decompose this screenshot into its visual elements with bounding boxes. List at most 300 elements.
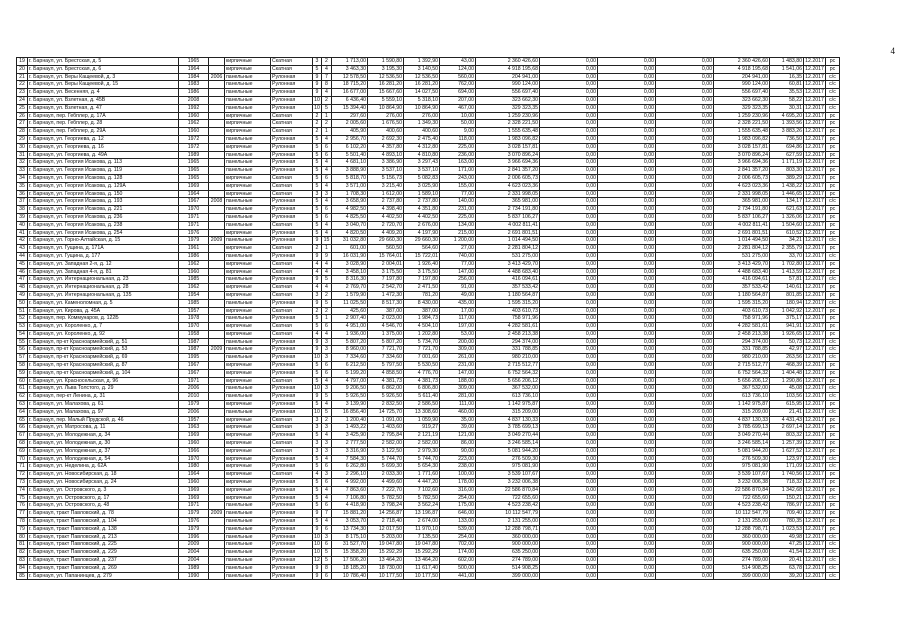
table-cell: 3: [313, 58, 322, 66]
table-cell: 762,00: [440, 81, 476, 89]
table-cell: [209, 135, 225, 143]
table-cell: 10 786,40: [332, 572, 368, 580]
table-cell: 3: [322, 471, 332, 479]
table-cell: рс: [826, 260, 840, 268]
table-cell: 0,00: [656, 471, 714, 479]
table-cell: 6 212,50: [332, 362, 368, 370]
table-cell: г. Барнаул, ул. Красносельская, д. 96: [28, 377, 179, 385]
table-cell: 7 721,70: [368, 346, 404, 354]
table-cell: 6: [322, 479, 332, 487]
table-cell: 2 777,50: [332, 440, 368, 448]
table-cell: 1 702,80: [770, 260, 804, 268]
table-cell: 0,00: [540, 65, 598, 73]
table-cell: 1 595 315,20: [476, 299, 540, 307]
table-cell: 4 197,90: [404, 229, 440, 237]
table-cell: 51: [17, 307, 28, 315]
table-cell: 0,00: [656, 291, 714, 299]
table-cell: 0,00: [656, 315, 714, 323]
table-cell: 1972: [179, 135, 209, 143]
table-cell: 5 530,50: [404, 362, 440, 370]
table-cell: 3 070 896,24: [476, 151, 540, 159]
table-cell: 4 381,73: [368, 377, 404, 385]
table-cell: 0,00: [540, 182, 598, 190]
table-cell: рс: [826, 65, 840, 73]
table-cell: 30,31: [770, 104, 804, 112]
table-cell: 0,00: [656, 572, 714, 580]
table-cell: 0,00: [540, 385, 598, 393]
table-row: [17, 533, 840, 541]
table-cell: 30: [17, 143, 28, 151]
table-row: [17, 486, 840, 494]
table-cell: 34: [17, 174, 28, 182]
table-cell: 1 259 230,96: [714, 112, 770, 120]
table-cell: 12.2017: [805, 377, 824, 384]
table-cell: 5 203,00: [368, 533, 404, 541]
table-cell: 231,00: [440, 206, 476, 214]
table-cell: 2 841 357,20: [714, 167, 770, 175]
table-cell: 1960: [179, 268, 209, 276]
table-cell: 2 331 998,05: [714, 190, 770, 198]
table-cell: 12.2017: [805, 245, 824, 252]
table-cell: 0,00: [656, 89, 714, 97]
table-cell: г. Барнаул, тракт Павловский, д. 225: [28, 541, 179, 549]
table-cell: 67: [17, 432, 28, 440]
table-cell: 1 257,39: [770, 440, 804, 448]
table-cell: 12.2017: [805, 213, 824, 220]
table-cell: 0,00: [540, 471, 598, 479]
table-cell: 3 386,90: [368, 159, 404, 167]
table-cell: 74: [17, 486, 28, 494]
table-cell: 3 140,50: [404, 65, 440, 73]
table-cell: 4: [322, 167, 332, 175]
table-cell: панельные: [225, 385, 271, 393]
table-cell: рс: [826, 479, 840, 487]
table-row: [17, 198, 840, 206]
table-cell: 6 262,80: [332, 463, 368, 471]
table-cell: 1987: [179, 338, 209, 346]
table-cell: 225,00: [440, 143, 476, 151]
table-cell: 274 789,00: [476, 557, 540, 565]
table-cell: 1 555 635,48: [714, 128, 770, 136]
table-cell: 0,00: [598, 96, 656, 104]
table-cell: 0,00: [656, 252, 714, 260]
table-cell: Рулонная: [271, 206, 313, 214]
table-cell: 4: [322, 268, 332, 276]
table-cell: панельные: [225, 206, 271, 214]
table-cell: г. Барнаул, ул. Молодежная, д. 30: [28, 440, 179, 448]
table-cell: 4 402,50: [368, 213, 404, 221]
table-cell: Скатная: [271, 377, 313, 385]
table-cell: 4: [322, 432, 332, 440]
table-cell: панельные: [225, 81, 271, 89]
table-cell: панельные: [225, 518, 271, 526]
table-cell: 12.2017: [805, 369, 824, 376]
table-cell: 0,00: [598, 307, 656, 315]
table-row: [17, 447, 840, 455]
table-cell: г. Барнаул, ул. Интернациональная, д. 135: [28, 291, 179, 299]
table-cell: 8 960,00: [332, 346, 368, 354]
table-cell: рс: [826, 330, 840, 338]
table-cell: рс: [826, 268, 840, 276]
table-cell: 12.2017: [805, 291, 824, 298]
table-cell: [209, 159, 225, 167]
table-cell: панельные: [225, 89, 271, 97]
table-cell: Рулонная: [271, 167, 313, 175]
table-cell: 1969: [179, 494, 209, 502]
table-cell: 238,00: [440, 463, 476, 471]
table-cell: 12.2017: [805, 81, 824, 88]
table-cell: 323 662,30: [476, 96, 540, 104]
table-cell: 0,00: [656, 541, 714, 549]
table-cell: 367 532,00: [714, 385, 770, 393]
table-cell: г. Барнаул, пр-кт Красноармейский, д. 51: [28, 338, 179, 346]
table-cell: 8: [322, 81, 332, 89]
table-cell: кирпичные: [225, 424, 271, 432]
table-cell: 2: [322, 307, 332, 315]
table-cell: 4: [322, 284, 332, 292]
table-cell: г. Барнаул, ул. Гущина, д. 177: [28, 252, 179, 260]
table-cell: 0,00: [598, 159, 656, 167]
table-cell: 1976: [179, 229, 209, 237]
table-row: [17, 362, 840, 370]
table-cell: 2008: [209, 198, 225, 206]
table-cell: 5: [313, 377, 322, 385]
table-cell: 0,00: [656, 174, 714, 182]
table-cell: 3 139,90: [332, 401, 368, 409]
table-cell: 0,00: [598, 206, 656, 214]
table-cell: панельные: [225, 572, 271, 580]
table-cell: 134,17: [770, 198, 804, 206]
table-row: [17, 549, 840, 557]
table-cell: кирпичные: [225, 471, 271, 479]
table-cell: 0,00: [540, 299, 598, 307]
table-cell: [209, 564, 225, 572]
table-cell: 5: [322, 393, 332, 401]
table-cell: 367 532,00: [476, 385, 540, 393]
table-cell: [209, 494, 225, 502]
table-cell: 615,95: [770, 401, 804, 409]
table-cell: Скатная: [271, 284, 313, 292]
table-cell: 0,00: [598, 260, 656, 268]
table-row: [17, 73, 840, 81]
table-row: [17, 330, 840, 338]
table-cell: 610,52: [770, 229, 804, 237]
table-cell: 0,00: [656, 198, 714, 206]
table-cell: 2004: [179, 549, 209, 557]
table-cell: рс: [826, 245, 840, 253]
table-cell: рс: [826, 369, 840, 377]
table-row: [17, 159, 840, 167]
table-cell: 1995: [179, 354, 209, 362]
table-cell: 6 806,80: [404, 385, 440, 393]
table-cell: 3: [313, 447, 322, 455]
table-cell: [209, 401, 225, 409]
table-cell: г. Барнаул, пр-кт Красноармейский, д. 69: [28, 354, 179, 362]
table-cell: 5: [313, 494, 322, 502]
table-row: [17, 338, 840, 346]
table-cell: 5 656 206,12: [714, 377, 770, 385]
table-cell: г. Барнаул, ул. Гущина, д. 171А: [28, 245, 179, 253]
table-cell: 15 722,01: [404, 252, 440, 260]
table-cell: с/с: [826, 354, 840, 362]
table-cell: 0,00: [598, 502, 656, 510]
table-cell: Рулонная: [271, 494, 313, 502]
table-cell: 11 970,10: [404, 525, 440, 533]
table-cell: 6: [322, 206, 332, 214]
table-cell: 399 000,00: [714, 572, 770, 580]
table-cell: 0,00: [598, 362, 656, 370]
table-cell: 16 677,00: [332, 89, 368, 97]
table-cell: 5: [313, 432, 322, 440]
table-cell: кирпичные: [225, 268, 271, 276]
table-cell: 990 124,00: [476, 81, 540, 89]
table-cell: 0,00: [656, 190, 714, 198]
table-cell: 1957: [179, 416, 209, 424]
table-cell: 163,00: [440, 159, 476, 167]
table-cell: 5: [313, 167, 322, 175]
table-cell: 204 941,00: [476, 73, 540, 81]
table-cell: г. Барнаул, ул. Георгия Исакова, д. 113: [28, 159, 179, 167]
table-cell: 2 360 426,60: [714, 58, 770, 66]
table-cell: 12.2017: [805, 385, 824, 392]
table-row: [17, 455, 840, 463]
table-cell: 4: [322, 182, 332, 190]
table-cell: 10: [314, 533, 320, 540]
table-cell: 5: [313, 182, 322, 190]
table-cell: 0,00: [598, 354, 656, 362]
table-cell: кирпичные: [225, 245, 271, 253]
table-cell: 403 610,73: [714, 307, 770, 315]
table-cell: 19: [17, 58, 28, 66]
table-cell: 10: [314, 104, 320, 111]
table-row: [17, 96, 840, 104]
table-cell: 9: [313, 564, 322, 572]
table-cell: 3: [313, 416, 322, 424]
table-cell: 5 926,50: [332, 393, 368, 401]
table-cell: 801,85: [770, 291, 804, 299]
table-cell: 1 504,60: [770, 221, 804, 229]
table-cell: 3: [322, 440, 332, 448]
table-cell: 1958: [179, 330, 209, 338]
table-cell: панельные: [225, 135, 271, 143]
table-cell: 0,00: [598, 346, 656, 354]
table-cell: 254,00: [440, 533, 476, 541]
table-cell: 133,00: [440, 518, 476, 526]
table-cell: 28: [17, 128, 28, 136]
table-cell: с/с: [826, 541, 840, 549]
table-cell: рс: [826, 229, 840, 237]
table-cell: 2 692,30: [368, 135, 404, 143]
table-cell: кирпичные: [225, 362, 271, 370]
table-cell: [209, 206, 225, 214]
table-row: [17, 510, 840, 518]
table-cell: 0,00: [598, 143, 656, 151]
table-cell: 1986: [179, 252, 209, 260]
table-cell: с/с: [826, 252, 840, 260]
table-cell: 3 537,10: [368, 167, 404, 175]
table-cell: 5: [322, 557, 332, 565]
table-cell: 360 000,00: [476, 533, 540, 541]
table-cell: 2: [313, 307, 322, 315]
table-cell: 3 458,10: [332, 268, 368, 276]
table-cell: [209, 338, 225, 346]
table-cell: 82: [17, 549, 28, 557]
table-cell: 0,00: [656, 58, 714, 66]
table-cell: Рулонная: [271, 135, 313, 143]
table-cell: кирпичные: [225, 291, 271, 299]
table-cell: г. Барнаул, тракт Павловский, д. 213: [28, 533, 179, 541]
table-cell: 1 290,86: [770, 377, 804, 385]
table-cell: 0,00: [540, 424, 598, 432]
table-cell: 0,00: [656, 338, 714, 346]
table-cell: 0,00: [598, 237, 656, 245]
table-cell: 1 936,00: [332, 330, 368, 338]
table-cell: Рулонная: [271, 393, 313, 401]
table-cell: 1 180 564,87: [476, 291, 540, 299]
table-cell: 6: [322, 174, 332, 182]
table-cell: Рулонная: [271, 502, 313, 510]
table-row: [17, 572, 840, 580]
table-row: [17, 135, 840, 143]
table-cell: [209, 252, 225, 260]
table-cell: Скатная: [271, 323, 313, 331]
table-cell: 4 893,10: [368, 151, 404, 159]
table-cell: 2 281 804,12: [714, 245, 770, 253]
table-cell: рс: [826, 377, 840, 385]
table-cell: Рулонная: [271, 252, 313, 260]
table-cell: 0,00: [540, 89, 598, 97]
table-cell: 0,00: [598, 330, 656, 338]
table-cell: 68: [17, 440, 28, 448]
table-cell: 50: [17, 299, 28, 307]
table-cell: 12.2017: [805, 541, 824, 548]
table-cell: 5: [313, 362, 322, 370]
table-cell: 0,00: [540, 362, 598, 370]
table-cell: 83: [17, 557, 28, 565]
table-cell: 0,00: [656, 518, 714, 526]
table-cell: 57,81: [770, 276, 804, 284]
table-cell: 18 730,00: [368, 564, 404, 572]
table-cell: 0,00: [598, 479, 656, 487]
table-cell: 1 259 230,96: [476, 112, 540, 120]
table-cell: 5 082,83: [404, 174, 440, 182]
table-cell: г. Барнаул, ул. Западная 2-я, д. 12: [28, 260, 179, 268]
table-cell: 740,00: [440, 252, 476, 260]
table-cell: 175,00: [440, 502, 476, 510]
table-cell: [209, 572, 225, 580]
table-cell: [209, 455, 225, 463]
table-cell: [209, 143, 225, 151]
table-cell: кирпичные: [225, 486, 271, 494]
table-cell: 1 983 096,82: [714, 135, 770, 143]
table-cell: 16,35: [770, 73, 804, 81]
table-cell: 0,00: [598, 401, 656, 409]
table-cell: 78: [17, 518, 28, 526]
table-cell: 14 256,87: [368, 510, 404, 518]
table-cell: 1985: [179, 299, 209, 307]
table-cell: 1 200,00: [440, 237, 476, 245]
table-cell: 3 571,00: [332, 182, 368, 190]
table-cell: 0,00: [540, 572, 598, 580]
table-cell: 16 281,20: [404, 81, 440, 89]
table-cell: Рулонная: [271, 385, 313, 393]
table-cell: 0,00: [656, 276, 714, 284]
table-cell: 0,00: [540, 447, 598, 455]
table-cell: 2: [322, 291, 332, 299]
table-cell: Рулонная: [271, 557, 313, 565]
table-cell: кирпичные: [225, 479, 271, 487]
table-row: [17, 416, 840, 424]
table-cell: 1971: [179, 502, 209, 510]
table-row: [17, 494, 840, 502]
table-cell: 3 798,24: [368, 502, 404, 510]
table-cell: 5: [313, 479, 322, 487]
table-cell: 5: [313, 323, 322, 331]
table-cell: 0,00: [540, 260, 598, 268]
table-cell: 0,00: [598, 112, 656, 120]
table-cell: 12.2017: [805, 440, 824, 447]
table-cell: рс: [826, 315, 840, 323]
table-cell: 3 883,26: [770, 128, 804, 136]
table-cell: 171,00: [440, 167, 476, 175]
table-cell: 365 981,00: [714, 198, 770, 206]
table-cell: 1984: [179, 73, 209, 81]
table-cell: 0,00: [540, 167, 598, 175]
table-cell: г. Барнаул, ул. Новосибирская, д. 18: [28, 471, 179, 479]
table-cell: 6: [322, 143, 332, 151]
table-cell: 0,00: [656, 432, 714, 440]
table-cell: 35,00: [440, 416, 476, 424]
table-cell: 10,00: [440, 112, 476, 120]
table-cell: 1966: [179, 447, 209, 455]
table-cell: кирпичные: [225, 432, 271, 440]
table-cell: 12.2017: [805, 408, 824, 415]
table-cell: 12.2017: [805, 284, 824, 291]
table-cell: [209, 541, 225, 549]
table-cell: с/с: [826, 276, 840, 284]
table-cell: 147,00: [440, 268, 476, 276]
table-cell: 8 430,00: [404, 299, 440, 307]
table-cell: 1 200,40: [332, 416, 368, 424]
table-cell: 1979: [179, 237, 209, 245]
table-cell: 0,00: [540, 323, 598, 331]
table-cell: 0,00: [656, 525, 714, 533]
table-cell: рс: [826, 471, 840, 479]
table-cell: рс: [826, 151, 840, 159]
table-cell: 1 142 975,87: [714, 401, 770, 409]
table-cell: г. Барнаул, пер. Гебплер, д. 17А: [28, 112, 179, 120]
table-cell: 12.2017: [805, 96, 824, 103]
table-cell: 4 381,73: [404, 377, 440, 385]
table-cell: 12.2017: [805, 424, 824, 431]
table-cell: 2009: [179, 541, 209, 549]
table-cell: 7 135,50: [404, 533, 440, 541]
table-cell: [209, 182, 225, 190]
table-cell: 0,00: [656, 299, 714, 307]
table-cell: 2 737,80: [404, 198, 440, 206]
table-cell: 0,00: [656, 307, 714, 315]
table-cell: 24: [17, 96, 28, 104]
table-cell: 0,00: [598, 525, 656, 533]
table-cell: 2 586,50: [404, 401, 440, 409]
table-cell: 1 579,90: [332, 291, 368, 299]
table-cell: 4 623 023,36: [476, 182, 540, 190]
table-cell: 12 017,50: [368, 525, 404, 533]
table-cell: 215,00: [440, 229, 476, 237]
table-cell: 0,00: [598, 447, 656, 455]
table-cell: 694,86: [770, 143, 804, 151]
table-cell: 140,61: [770, 284, 804, 292]
